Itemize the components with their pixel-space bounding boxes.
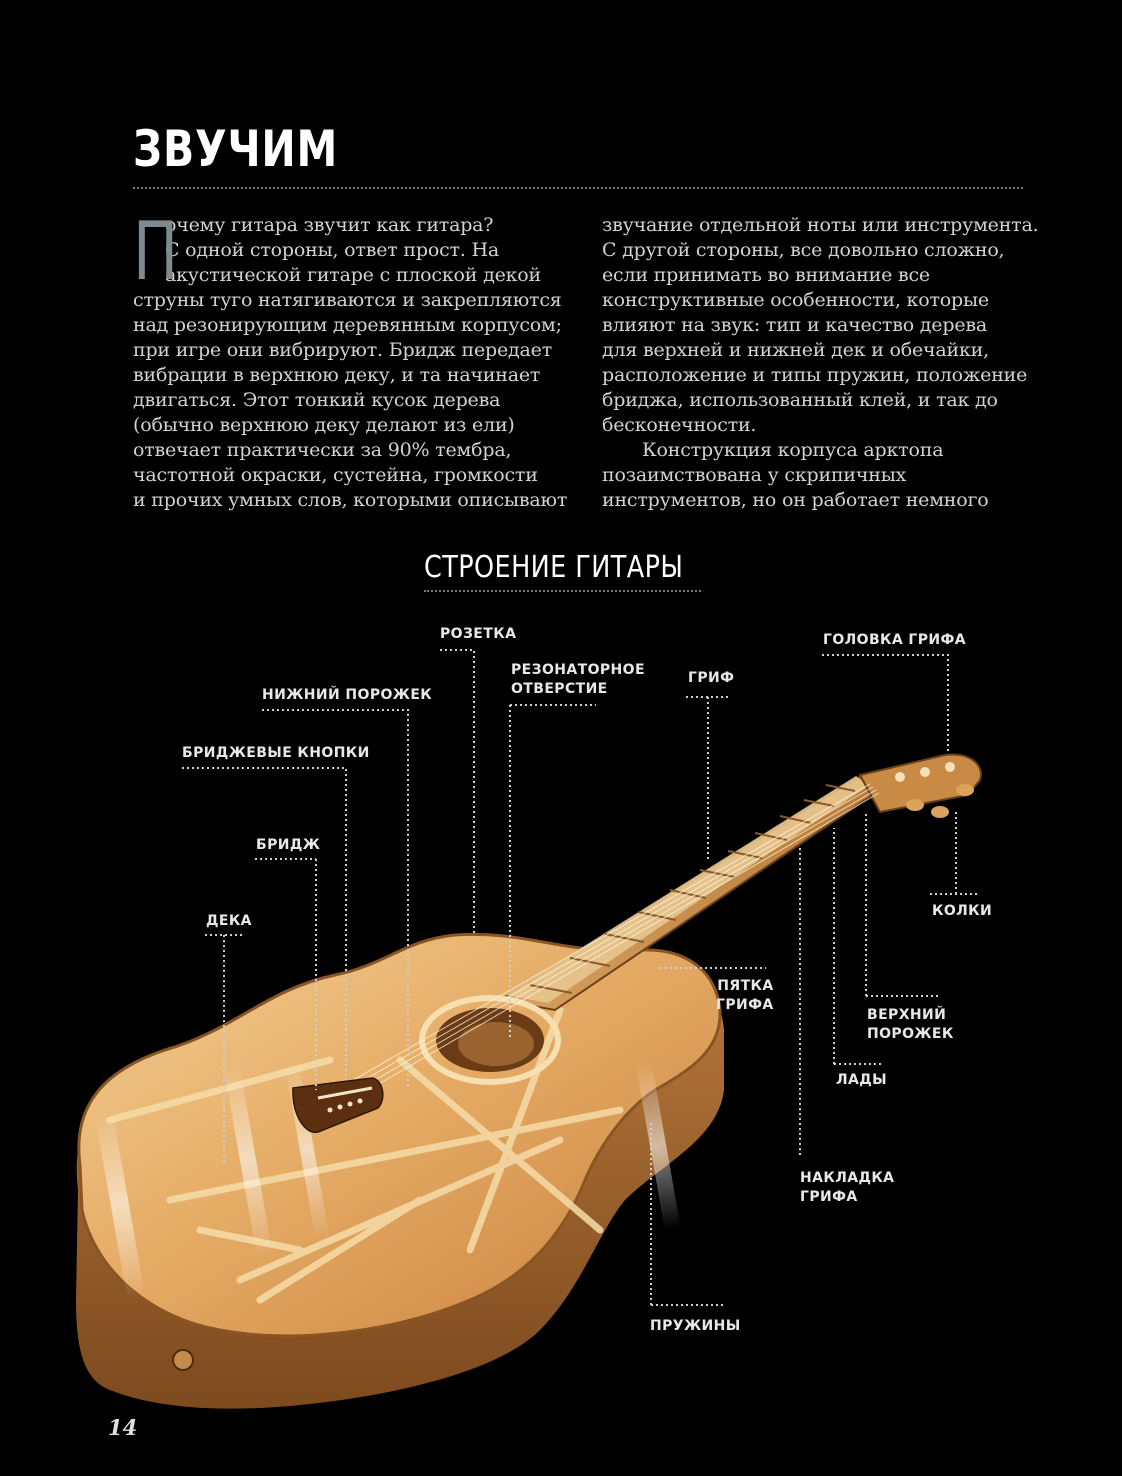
label-fretboard xyxy=(800,1169,894,1207)
text-line: Конструкция корпуса арктопа xyxy=(642,439,944,461)
text-line: (обычно верхнюю деку делают из ели) xyxy=(133,414,515,436)
text-line: акустической гитаре с плоской декой xyxy=(165,264,541,286)
text-line: конструктивные особенности, которые xyxy=(602,289,989,311)
text-line: при игре они вибрируют. Бридж передает xyxy=(133,339,553,361)
text-line: влияют на звук: тип и качество дерева xyxy=(602,314,987,336)
label-nut-line2: ПОРОЖЕК xyxy=(867,1026,954,1042)
label-nut-line1: ВЕРХНИЙ xyxy=(867,1007,947,1023)
label-heel xyxy=(716,977,774,1015)
text-line: частотной окраски, сустейна, громкости xyxy=(133,464,538,486)
text-line: для верхней и нижней дек и обечайки, xyxy=(602,339,989,361)
text-line: отвечает практически за 90% тембра, xyxy=(133,439,512,461)
guitar-soundhole xyxy=(422,998,558,1082)
text-line: и прочих умных слов, которыми описывают xyxy=(133,489,568,511)
label-heel-line2: ГРИФА xyxy=(716,997,774,1013)
label-fretboard-line1: НАКЛАДКА xyxy=(800,1170,895,1186)
label-saddle: НИЖНИЙ ПОРОЖЕК xyxy=(262,687,433,703)
diagram-title: СТРОЕНИЕ ГИТАРЫ xyxy=(424,550,684,585)
text-line: над резонирующим деревянным корпусом; xyxy=(133,314,562,336)
text-line: расположение и типы пружин, положение xyxy=(602,364,1028,386)
text-line: вибрации в верхнюю деку, и та начинает xyxy=(133,364,541,386)
text-line: двигаться. Этот тонкий кусок дерева xyxy=(133,389,501,411)
text-line: С другой стороны, все довольно сложно, xyxy=(602,239,1005,261)
drop-cap: П xyxy=(133,205,178,298)
label-rosette: РОЗЕТКА xyxy=(440,626,517,642)
text-line: С одной стороны, ответ прост. На xyxy=(165,239,500,261)
label-soundhole-line1: РЕЗОНАТОРНОЕ xyxy=(511,662,645,678)
text-line: бриджа, использованный клей, и так до xyxy=(602,389,998,411)
label-bridge: БРИДЖ xyxy=(256,837,321,853)
text-line: позаимствована у скрипичных xyxy=(602,464,907,486)
text-line: бесконечности. xyxy=(602,414,757,436)
text-line: звучание отдельной ноты или инструмента. xyxy=(602,214,1039,236)
label-soundhole xyxy=(511,661,645,699)
label-top: ДЕКА xyxy=(206,913,252,929)
text-line: струны туго натягиваются и закрепляются xyxy=(133,289,562,311)
label-braces: ПРУЖИНЫ xyxy=(650,1318,741,1334)
text-line: если принимать во внимание все xyxy=(602,264,930,286)
label-neck: ГРИФ xyxy=(688,670,735,686)
label-heel-line1: ПЯТКА xyxy=(717,978,774,994)
label-soundhole-line2: ОТВЕРСТИЕ xyxy=(511,681,608,697)
text-line: инструментов, но он работает немного xyxy=(602,489,989,511)
label-bridge-pins: БРИДЖЕВЫЕ КНОПКИ xyxy=(182,745,370,761)
label-tuners: КОЛКИ xyxy=(932,903,993,919)
label-headstock: ГОЛОВКА ГРИФА xyxy=(823,632,966,648)
label-nut xyxy=(867,1006,954,1044)
page-number: 14 xyxy=(108,1415,138,1440)
page-heading: ЗВУЧИМ xyxy=(133,120,339,178)
label-fretboard-line2: ГРИФА xyxy=(800,1189,858,1205)
strap-button xyxy=(173,1350,193,1370)
text-line: очему гитара звучит как гитара? xyxy=(165,214,494,236)
guitar-headstock xyxy=(860,755,981,818)
label-frets: ЛАДЫ xyxy=(836,1072,888,1088)
